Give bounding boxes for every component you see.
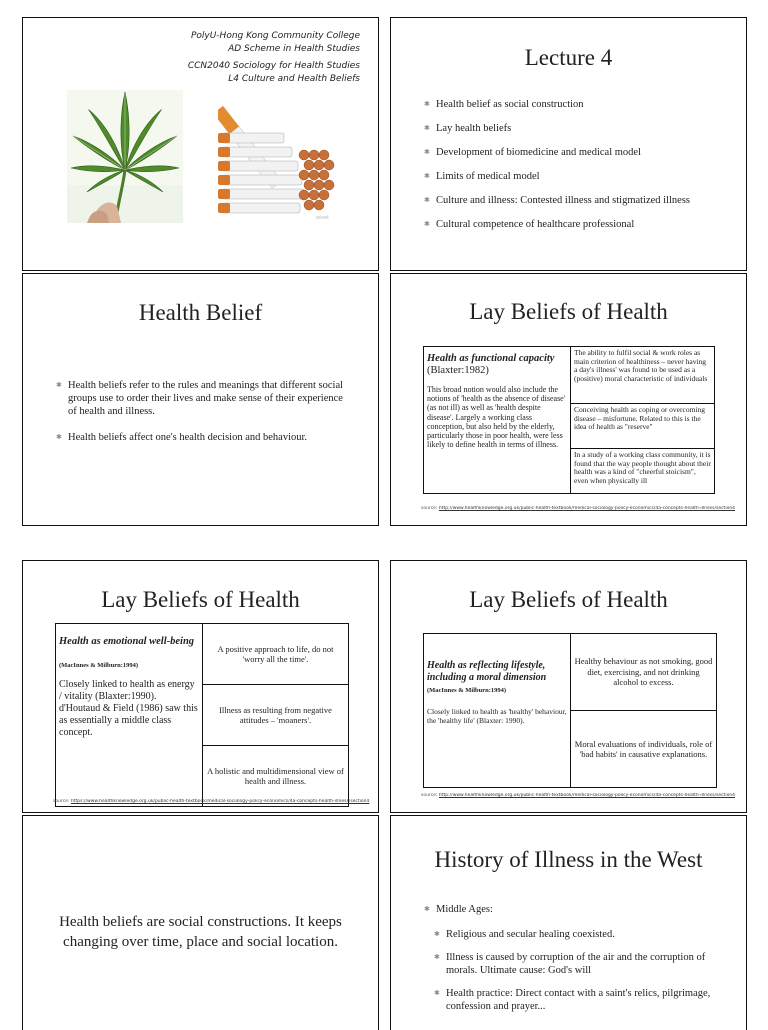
outline-item: ✱ Culture and illness: Contested illness and stigmatized illness: [424, 194, 734, 207]
source-label: source:: [421, 793, 438, 798]
slide-title-page: [22, 17, 379, 271]
institution-name: PolyU-Hong Kong Community College: [190, 31, 360, 41]
source-link[interactable]: http://www.healthknowledge.org.uk/public-health-textbook/medical-sociology-policy-economics/4a-concepts-health-illness/section4: [438, 793, 736, 798]
programme-name: AD Scheme in Health Studies: [228, 43, 360, 54]
belief-detail: Moral evaluations of individuals, role of 'bad habits' in causative explanations.: [571, 711, 717, 788]
belief-description: Closely linked to health as energy / vitality (Blaxter:1990). d'Houtaud & Field (1986) saw this as essentially a middle class concept.: [59, 679, 198, 738]
belief-detail: Conceiving health as coping or overcoming disease – misfortune. Related to this is the idea of health as "reserve": [571, 404, 715, 449]
belief-detail: A holistic and multidimensional view of health and illness.: [203, 746, 349, 807]
slide-health-belief: [22, 273, 379, 526]
key-statement: Health beliefs are social constructions. It keeps changing over time, place and social location.: [59, 914, 342, 950]
belief-detail: Healthy behaviour as not smoking, good diet, exercising, and not drinking alcohol to excess.: [571, 634, 717, 711]
belief-heading: Health as emotional well-being: [59, 636, 195, 647]
outline-item: ✱ Cultural competence of healthcare professional: [424, 218, 734, 231]
slide-lay-beliefs-lifestyle: [390, 560, 747, 813]
slide-title: Health Belief: [138, 300, 263, 325]
beliefs-table: [423, 633, 717, 788]
belief-detail: Illness as resulting from negative attitudes – 'moaners'.: [203, 685, 349, 746]
slide-title: Lay Beliefs of Health: [469, 587, 668, 612]
belief-heading: Health as reflecting lifestyle, including a moral dimension: [427, 660, 547, 683]
beliefs-table: [423, 346, 715, 494]
definition-item: ✱ Health beliefs refer to the rules and meanings that different social groups use to order their lives and make sense of their experience of health and illness.: [56, 379, 351, 418]
source-note: [421, 793, 738, 798]
slide-title: History of Illness in the West: [434, 847, 703, 872]
course-name: CCN2040 Sociology for Health Studies: [187, 61, 360, 71]
beliefs-left-cell: [424, 634, 571, 788]
beliefs-left-cell: [56, 624, 203, 807]
history-sublist: [434, 928, 724, 1013]
lecture-name: L4 Culture and Health Beliefs: [228, 73, 360, 84]
source-link[interactable]: https://www.healthknowledge.org.uk/public-health-textbook/medical-sociology-policy-economics/4a-concepts-health-illness/section4: [70, 799, 370, 804]
slide-history-of-illness: [390, 815, 747, 1030]
belief-detail: A positive approach to life, do not 'worry all the time'.: [203, 624, 349, 685]
cigarettes-image: [218, 93, 338, 221]
source-note: [421, 506, 738, 511]
outline-item: ✱ Health belief as social construction: [424, 98, 734, 111]
belief-heading: Health as functional capacity: [427, 353, 555, 364]
belief-description: This broad notion would also include the notions of 'health as the absence of disease' (as not ill) as well as 'health despite disease'. Largely a working class conception, but also held by the elderly, particularly those in poor health, were less likely to define health in terms of illness.: [427, 385, 566, 450]
slide-lay-beliefs-functional: [390, 273, 747, 526]
source-note: [53, 799, 370, 804]
slide-title: Lay Beliefs of Health: [101, 587, 300, 612]
course-info: [188, 30, 360, 85]
belief-detail: The ability to fulfil social & work roles as main criterion of healthiness – never having a day's illness' was found to be used as a (positive) moral characteristic of individuals: [571, 347, 715, 404]
history-detail: ✱ Illness is caused by corruption of the air and the corruption of morals. Ultimate cause: God's will: [434, 951, 724, 977]
slide-title: Lay Beliefs of Health: [469, 299, 668, 324]
history-detail: ✱ Religious and secular healing coexisted.: [434, 928, 724, 941]
source-label: source:: [53, 799, 70, 804]
slide-social-construction: [22, 815, 379, 1030]
slide-lay-beliefs-emotional: [22, 560, 379, 813]
definition-list: [56, 379, 351, 444]
source-link[interactable]: http://www.healthknowledge.org.uk/public-health-textbook/medical-sociology-policy-economics/4a-concepts-health-illness/section4: [438, 506, 736, 511]
belief-detail: In a study of a working class community, it is found that the way people thought about their health was a kind of "cheerful stoicism", even when physically ill: [571, 449, 715, 494]
cannabis-leaf-image: [67, 90, 183, 223]
source-label: source:: [421, 506, 438, 511]
slide-title: Lecture 4: [524, 45, 613, 70]
outline-item: ✱ Limits of medical model: [424, 170, 734, 183]
history-list: [424, 903, 734, 916]
beliefs-left-cell: [424, 347, 571, 494]
belief-citation: (MacInnes & Milburn:1994): [59, 662, 139, 669]
slide-lecture-outline: [390, 17, 747, 271]
outline-item: ✱ Development of biomedicine and medical model: [424, 146, 734, 159]
belief-description: Closely linked to health as 'healthy' behaviour, the 'healthy life' (Blaxter: 1990).: [427, 707, 567, 725]
history-detail: ✱ Health practice: Direct contact with a saint's relics, pilgrimage, confession and prayer...: [434, 987, 724, 1013]
image-watermark: wiset: [316, 215, 330, 221]
belief-citation: (Blaxter:1982): [427, 365, 489, 376]
outline-list: [424, 98, 734, 231]
definition-item: ✱ Health beliefs affect one's health decision and behaviour.: [56, 431, 351, 444]
period-item: ✱ Middle Ages:: [424, 903, 734, 916]
beliefs-table: [55, 623, 349, 807]
belief-citation: (MacInnes & Milburn:1994): [427, 687, 507, 694]
outline-item: ✱ Lay health beliefs: [424, 122, 734, 135]
